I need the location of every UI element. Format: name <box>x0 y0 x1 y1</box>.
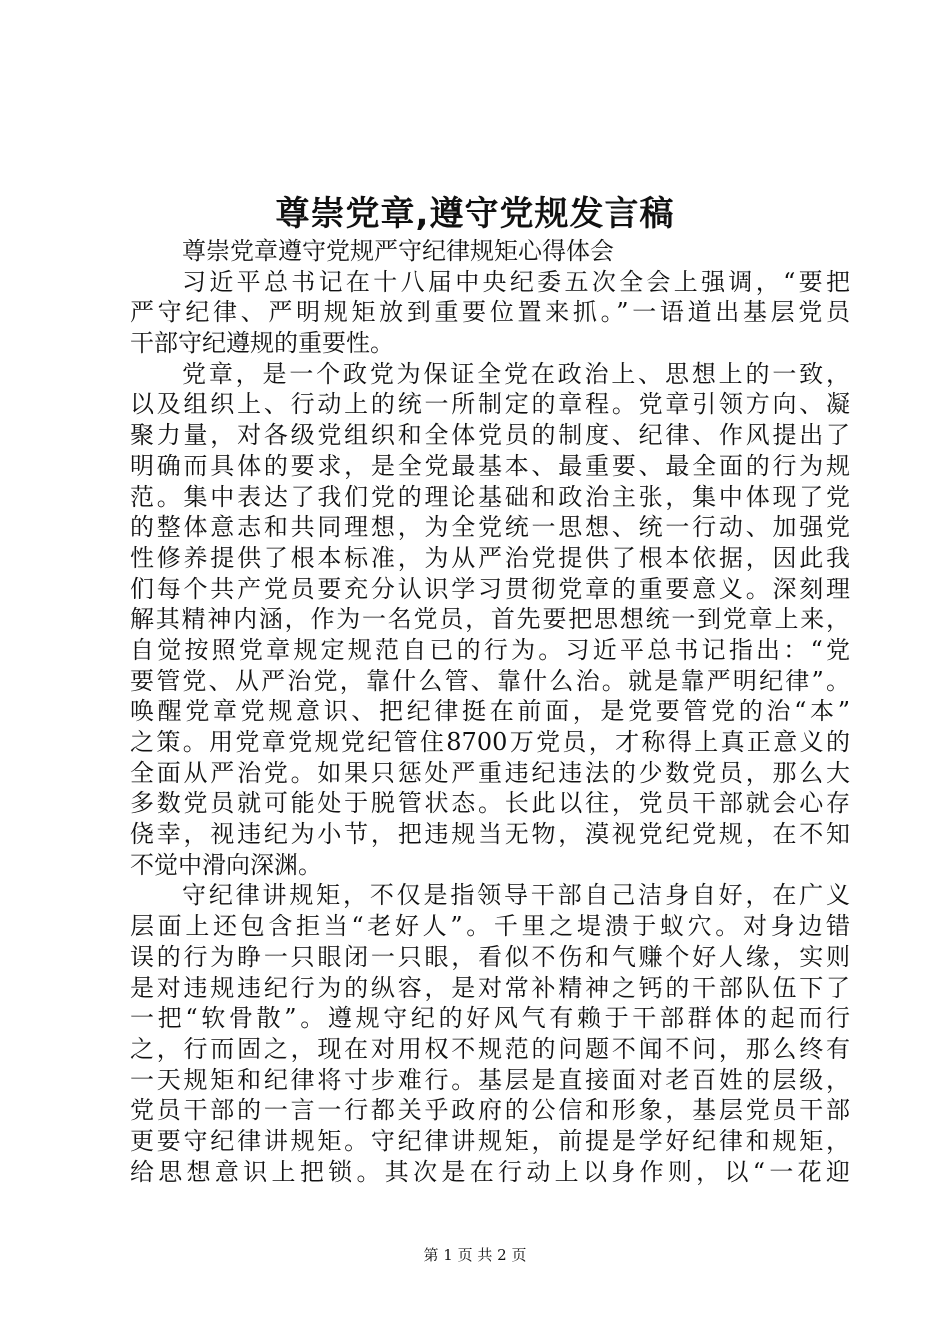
body-line: 们每个共产党员要充分认识学习贯彻党章的重要意义。深刻理 <box>130 574 850 603</box>
document-body <box>130 236 850 1187</box>
body-line: 之策。用党章党规党纪管住8700万党员，才称得上真正意义的 <box>130 728 850 756</box>
body-line: 要管党、从严治党，靠什么管、靠什么治。就是靠严明纪律”。 <box>130 666 850 695</box>
body-line: 全面从严治党。如果只惩处严重违纪违法的少数党员，那么大 <box>130 758 850 787</box>
body-line: 侥幸，视违纪为小节，把违规当无物，漠视党纪党规，在不知 <box>130 820 850 849</box>
body-line: 一把“软骨散”。遵规守纪的好风气有赖于干部群体的起而行 <box>130 1004 850 1033</box>
body-line: 唤醒党章党规意识、把纪律挺在前面，是党要管党的治“本” <box>130 697 850 726</box>
page-footer: 第 1 页 共 2 页 <box>423 1246 527 1264</box>
body-line: 的整体意志和共同理想，为全党统一思想、统一行动、加强党 <box>130 513 850 542</box>
body-line: 性修养提供了根本标准，为从严治党提供了根本依据，因此我 <box>130 543 850 572</box>
body-line: 解其精神内涵，作为一名党员，首先要把思想统一到党章上来， <box>130 605 850 634</box>
body-line: 严守纪律、严明规矩放到重要位置来抓。”一语道出基层党员 <box>130 298 850 327</box>
body-line: 干部守纪遵规的重要性。 <box>130 329 394 358</box>
body-line: 多数党员就可能处于脱管状态。长此以往，党员干部就会心存 <box>130 789 850 818</box>
body-line: 范。集中表达了我们党的理论基础和政治主张，集中体现了党 <box>130 482 850 511</box>
body-line: 自觉按照党章规定规范自已的行为。习近平总书记指出：“党 <box>130 635 850 664</box>
body-line: 是对违规违纪行为的纵容，是对常补精神之钙的干部队伍下了 <box>130 973 850 1002</box>
body-line: 守纪律讲规矩，不仅是指领导干部自己洁身自好，在广义 <box>182 881 850 910</box>
body-line: 习近平总书记在十八届中央纪委五次全会上强调，“要把 <box>182 267 850 296</box>
body-line: 更要守纪律讲规矩。守纪律讲规矩，前提是学好纪律和规矩， <box>130 1126 850 1155</box>
body-line: 党员干部的一言一行都关乎政府的公信和形象，基层党员干部 <box>130 1096 850 1125</box>
body-line: 明确而具体的要求，是全党最基本、最重要、最全面的行为规 <box>130 451 850 480</box>
body-line: 党章，是一个政党为保证全党在政治上、思想上的一致， <box>182 359 850 388</box>
body-line: 误的行为睁一只眼闭一只眼，看似不伤和气赚个好人缘，实则 <box>130 942 850 971</box>
document-title: 尊崇党章,遵守党规发言稿 <box>275 194 675 234</box>
body-line: 聚力量，对各级党组织和全体党员的制度、纪律、作风提出了 <box>130 421 850 450</box>
body-line: 一天规矩和纪律将寸步难行。基层是直接面对老百姓的层级， <box>130 1065 850 1094</box>
body-line: 之，行而固之，现在对用权不规范的问题不闻不问，那么终有 <box>130 1034 850 1063</box>
body-line: 层面上还包含拒当“老好人”。千里之堤溃于蚁穴。对身边错 <box>130 912 850 941</box>
body-line: 不觉中滑向深渊。 <box>130 850 322 879</box>
body-line: 给思想意识上把锁。其次是在行动上以身作则，以“一花迎 <box>130 1157 850 1186</box>
body-line: 尊崇党章遵守党规严守纪律规矩心得体会 <box>182 237 614 265</box>
body-line: 以及组织上、行动上的统一所制定的章程。党章引领方向、凝 <box>130 390 850 419</box>
